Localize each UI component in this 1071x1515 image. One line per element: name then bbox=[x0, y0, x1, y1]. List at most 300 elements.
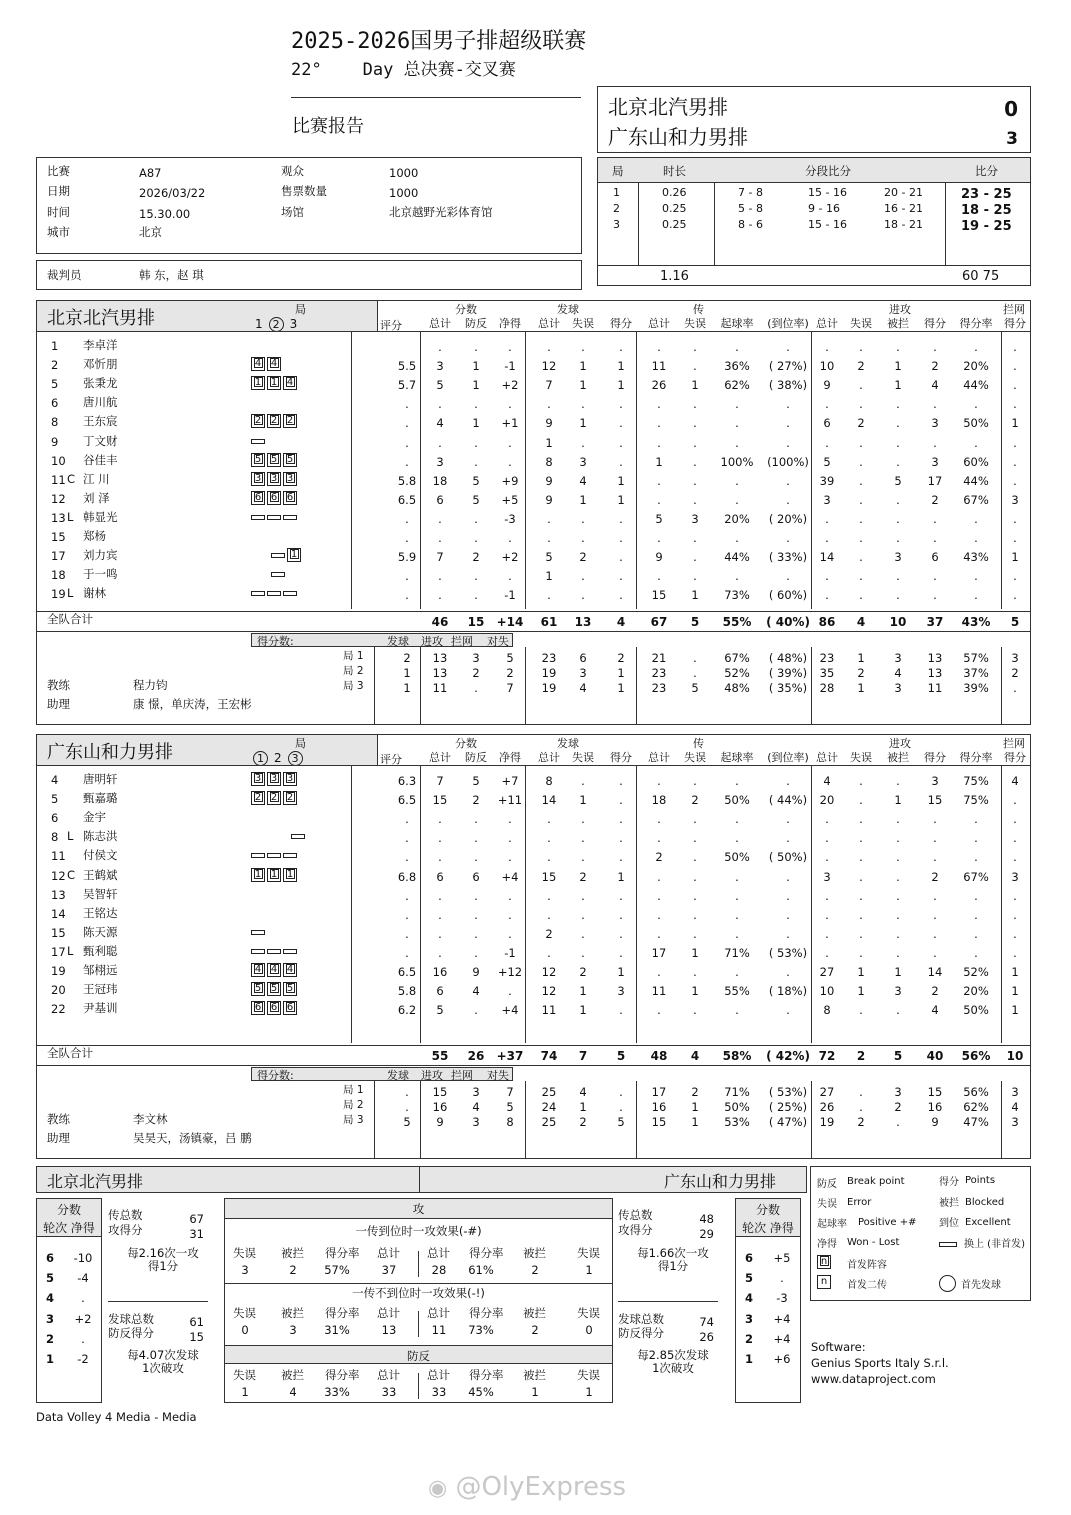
team-a-efficiency bbox=[108, 1205, 218, 1395]
stat-cell: . bbox=[786, 869, 790, 884]
stat-cell: . bbox=[825, 511, 829, 526]
stat-cell: . bbox=[825, 531, 829, 545]
stat-cell: 39 bbox=[819, 473, 835, 488]
hdr-srv: 发球 bbox=[557, 303, 579, 316]
mid-hdr: 被拦 bbox=[523, 1246, 546, 1260]
team-a-stats-table bbox=[36, 300, 1031, 725]
stat-cell: 4 bbox=[579, 473, 587, 488]
set-stat-cell: ( 53%) bbox=[768, 1085, 808, 1099]
stat-cell: 44% bbox=[963, 473, 989, 488]
subhdr-err: 失误 bbox=[850, 317, 872, 330]
a-sideout: 31 bbox=[189, 1227, 204, 1241]
match-value: A87 bbox=[139, 166, 162, 180]
subhdr-bp: 防反 bbox=[465, 317, 487, 330]
stat-cell: +11 bbox=[497, 793, 523, 808]
stat-cell: 1 bbox=[617, 473, 625, 488]
stat-cell: . bbox=[547, 850, 551, 865]
stat-cell: 14 bbox=[819, 550, 835, 565]
stat-cell: 8 bbox=[545, 774, 553, 788]
stat-cell: . bbox=[735, 397, 739, 412]
player-name: 李卓洋 bbox=[83, 338, 118, 352]
mid-hline bbox=[225, 1283, 612, 1284]
legend-sub-label: 换上 (非首发) bbox=[964, 1239, 1025, 1250]
stat-cell: 2 bbox=[579, 869, 587, 884]
set-stat-cell: . bbox=[619, 1100, 623, 1114]
mid-hdr: 得分率 bbox=[325, 1306, 360, 1320]
stat-cell: . bbox=[581, 831, 585, 846]
player-name: 邹栩远 bbox=[83, 963, 118, 977]
rot-subhdr: 轮次 净得 bbox=[742, 1221, 794, 1235]
stat-cell: . bbox=[474, 531, 478, 545]
total-cell: 67 bbox=[650, 615, 668, 629]
stat-cell: 11 bbox=[651, 984, 667, 999]
set-marks bbox=[253, 751, 307, 766]
stat-cell: . bbox=[896, 569, 900, 584]
stat-cell: 5 bbox=[472, 473, 480, 488]
stat-cell: 18 bbox=[651, 793, 667, 808]
stat-cell: . bbox=[657, 397, 661, 412]
stat-cell: . bbox=[405, 569, 409, 584]
stat-cell: 6.5 bbox=[397, 492, 417, 507]
set-mark: 1 bbox=[253, 751, 268, 766]
set-stat-cell: 11 bbox=[927, 681, 943, 695]
set-stat-cell: 9 bbox=[931, 1115, 939, 1129]
player-row bbox=[37, 433, 1030, 452]
stat-cell: 20 bbox=[819, 793, 835, 808]
stat-cell: +2 bbox=[501, 550, 519, 565]
set-stat-cell: 27 bbox=[819, 1085, 835, 1099]
b-rcv-total: 48 bbox=[699, 1212, 714, 1226]
stat-cell: . bbox=[1013, 588, 1017, 603]
set-stat-cell: . bbox=[859, 1085, 863, 1099]
mid-val: 33 bbox=[431, 1385, 447, 1399]
set-stat-cell: 1 bbox=[691, 1100, 699, 1114]
set-stat-cell: . bbox=[693, 666, 697, 680]
rotation-box-b bbox=[735, 1198, 801, 1403]
player-role: L bbox=[67, 586, 74, 601]
player-role: L bbox=[67, 943, 74, 958]
stat-cell: . bbox=[581, 850, 585, 865]
set-stat-cell: 1 bbox=[403, 666, 411, 680]
stat-cell: 3 bbox=[436, 454, 444, 469]
stat-cell: . bbox=[974, 531, 978, 545]
player-number: 18 bbox=[51, 568, 66, 583]
mid-hdr: 得分率 bbox=[469, 1246, 504, 1260]
mid-val: 3 bbox=[241, 1263, 249, 1277]
stat-cell: . bbox=[657, 907, 661, 922]
row-divider bbox=[37, 631, 1030, 632]
stat-cell: . bbox=[896, 435, 900, 450]
stat-cell: . bbox=[859, 850, 863, 865]
atk-title: 攻 bbox=[412, 1202, 425, 1216]
stat-cell: . bbox=[825, 907, 829, 922]
stat-cell: . bbox=[859, 888, 863, 903]
mid-hdr: 失误 bbox=[577, 1306, 600, 1320]
stat-cell: . bbox=[438, 945, 442, 960]
stat-cell: 16 bbox=[432, 965, 448, 979]
stat-cell: . bbox=[693, 888, 697, 903]
stat-cell: . bbox=[619, 569, 623, 584]
stat-cell: . bbox=[825, 926, 829, 941]
mid-val: 3 bbox=[289, 1323, 297, 1337]
stat-cell: 12 bbox=[541, 984, 557, 999]
b-sideout-note: 每1.66次一攻 bbox=[637, 1246, 709, 1260]
stat-cell: . bbox=[405, 454, 409, 469]
pts-hdr-atk2: 进攻 bbox=[421, 1069, 443, 1082]
stat-cell: . bbox=[1013, 907, 1017, 922]
legend-bp-en: Break point bbox=[847, 1176, 905, 1187]
score-team-b: 广东山和力男排 bbox=[608, 125, 748, 149]
set-stat-cell: . bbox=[619, 1085, 623, 1099]
set-stat-cell: 4 bbox=[1011, 1100, 1019, 1114]
subhdr-exc: (到位率) bbox=[767, 317, 809, 330]
set-stat-cell: 21 bbox=[651, 651, 667, 665]
stat-cell: . bbox=[438, 531, 442, 545]
stat-cell: . bbox=[933, 888, 937, 903]
stat-cell: . bbox=[693, 850, 697, 865]
stat-cell: . bbox=[508, 397, 512, 412]
rotation-net: +2 bbox=[74, 1311, 92, 1326]
stat-cell: . bbox=[693, 812, 697, 827]
set-dur: 0.25 bbox=[662, 202, 687, 215]
stat-cell: . bbox=[547, 945, 551, 960]
player-row bbox=[37, 413, 1030, 432]
player-number: 12 bbox=[51, 868, 66, 883]
stat-cell: . bbox=[693, 473, 697, 488]
set-mark: 2 bbox=[274, 751, 282, 765]
set-stat-cell: 56% bbox=[963, 1085, 989, 1099]
set-stat-cell: 7 bbox=[506, 681, 514, 695]
stat-cell: . bbox=[933, 340, 937, 354]
stat-cell: . bbox=[693, 569, 697, 584]
stat-cell: 3 bbox=[617, 984, 625, 999]
subhdr-tot: 总计 bbox=[429, 751, 451, 764]
stat-cell: 2 bbox=[579, 965, 587, 979]
player-row bbox=[37, 490, 1030, 509]
set-stat-cell: 16 bbox=[927, 1100, 943, 1114]
stat-cell: . bbox=[405, 416, 409, 431]
total-cell: 56% bbox=[961, 1049, 991, 1063]
stat-cell: . bbox=[859, 550, 863, 565]
stat-cell: . bbox=[859, 793, 863, 808]
col-divider bbox=[374, 1081, 375, 1159]
stat-cell: . bbox=[786, 965, 790, 979]
set-stat-cell: ( 25%) bbox=[768, 1100, 808, 1114]
stat-cell: . bbox=[405, 812, 409, 827]
stat-cell: 1 bbox=[617, 378, 625, 393]
stat-cell: . bbox=[896, 926, 900, 941]
set-stat-cell: ( 47%) bbox=[768, 1115, 808, 1129]
subhdr-blkpt: 得分 bbox=[1004, 751, 1026, 764]
stat-cell: 1 bbox=[691, 984, 699, 999]
subhdr-tot: 总计 bbox=[538, 751, 560, 764]
venue-value: 北京越野光彩体育馆 bbox=[389, 205, 493, 219]
stat-cell: . bbox=[735, 888, 739, 903]
legend-net-cn: 净得 bbox=[817, 1239, 837, 1250]
stat-cell: . bbox=[581, 907, 585, 922]
total-cell: 4 bbox=[616, 615, 626, 629]
stat-cell: . bbox=[786, 569, 790, 584]
set-stat-cell: 19 bbox=[541, 681, 557, 695]
stat-cell: . bbox=[693, 531, 697, 545]
total-cell: 13 bbox=[574, 615, 592, 629]
row-divider bbox=[37, 1045, 1030, 1046]
set-stat-cell: 1 bbox=[691, 1115, 699, 1129]
sets-divider bbox=[714, 183, 715, 265]
hdr-rating: 评分 bbox=[380, 319, 402, 332]
stat-cell: 3 bbox=[823, 869, 831, 884]
stat-cell: +5 bbox=[501, 492, 519, 507]
stat-cell: 36% bbox=[724, 359, 750, 374]
stat-cell: . bbox=[896, 588, 900, 603]
rotation-number: 2 bbox=[46, 1331, 55, 1346]
stat-cell: 2 bbox=[931, 359, 939, 374]
stat-cell: 62% bbox=[724, 378, 750, 393]
stat-cell: . bbox=[657, 569, 661, 584]
stat-cell: 20% bbox=[963, 359, 989, 374]
stat-cell: . bbox=[405, 397, 409, 412]
stat-cell: . bbox=[474, 907, 478, 922]
stat-cell: . bbox=[1013, 397, 1017, 412]
mid-hdr: 被拦 bbox=[281, 1306, 304, 1320]
set-stat-cell: 3 bbox=[894, 681, 902, 695]
stat-cell: . bbox=[896, 454, 900, 469]
player-number: 20 bbox=[51, 983, 66, 998]
stat-cell: 1 bbox=[617, 965, 625, 979]
stat-cell: 3 bbox=[1011, 492, 1019, 507]
player-rotation: 1 1 4 bbox=[251, 376, 299, 390]
stat-cell: . bbox=[474, 1003, 478, 1018]
player-rotation bbox=[251, 510, 299, 524]
total-cell: 4 bbox=[856, 615, 866, 629]
set-stat-cell: . bbox=[693, 651, 697, 665]
stat-cell: . bbox=[693, 359, 697, 374]
stat-cell: 1 bbox=[579, 793, 587, 808]
team-b-stats-table bbox=[36, 734, 1031, 1159]
stat-cell: . bbox=[508, 531, 512, 545]
referee-box bbox=[36, 260, 582, 290]
legend-exc-en: Excellent bbox=[965, 1217, 1011, 1228]
stat-cell: 3 bbox=[931, 454, 939, 469]
subhdr-pct: 得分率 bbox=[959, 751, 993, 764]
software-url[interactable]: www.dataproject.com bbox=[811, 1372, 936, 1386]
stat-cell: . bbox=[474, 812, 478, 827]
stat-cell: 5 bbox=[436, 1003, 444, 1018]
set-score: 23 - 25 bbox=[961, 187, 1012, 202]
stat-cell: . bbox=[974, 888, 978, 903]
player-name: 吴智轩 bbox=[83, 886, 118, 901]
bottom-team-bar bbox=[36, 1166, 807, 1193]
player-name: 金宇 bbox=[83, 810, 106, 825]
stat-cell: 1 bbox=[894, 378, 902, 393]
player-number: 19 bbox=[51, 587, 66, 602]
set-stat-cell: 28 bbox=[819, 681, 835, 695]
coach-name: 李文林 bbox=[133, 1112, 168, 1126]
report-label: 比赛报告 bbox=[292, 116, 364, 137]
mid-hdr: 失误 bbox=[233, 1246, 256, 1260]
player-number: 2 bbox=[51, 358, 59, 373]
set-stat-cell: . bbox=[859, 1100, 863, 1114]
set-stat-cell: 13 bbox=[927, 666, 943, 680]
set-p2: 15 - 16 bbox=[808, 218, 847, 231]
stat-cell: . bbox=[619, 850, 623, 865]
stat-cell: 2 bbox=[857, 416, 865, 431]
mid-val: 45% bbox=[468, 1385, 494, 1399]
total-cell: 10 bbox=[1006, 1049, 1024, 1063]
stat-cell: . bbox=[1013, 511, 1017, 526]
mid-hdr: 总计 bbox=[377, 1246, 400, 1260]
col-divider bbox=[374, 647, 375, 725]
stat-cell: . bbox=[1013, 359, 1017, 374]
stat-cell: . bbox=[474, 569, 478, 584]
set-stat-cell: . bbox=[474, 681, 478, 695]
stat-cell: . bbox=[438, 397, 442, 412]
stat-cell: . bbox=[581, 340, 585, 354]
player-row bbox=[37, 828, 1030, 847]
stat-cell: . bbox=[1013, 473, 1017, 488]
set-stat-cell: 2 bbox=[857, 1115, 865, 1129]
stat-cell: 1 bbox=[545, 569, 553, 584]
player-row bbox=[37, 509, 1030, 528]
coach-name: 程力钧 bbox=[133, 678, 168, 692]
stat-cell: 3 bbox=[894, 984, 902, 999]
rot-title: 分数 bbox=[56, 1203, 81, 1217]
mid-val: 31% bbox=[324, 1323, 350, 1337]
mid-val: 0 bbox=[241, 1323, 249, 1337]
player-name: 王东宸 bbox=[83, 414, 118, 429]
set-n: 2 bbox=[613, 202, 620, 215]
player-number: 22 bbox=[51, 1002, 66, 1017]
set-stat-cell: 2 bbox=[1011, 666, 1019, 680]
stat-cell: 14 bbox=[927, 965, 943, 979]
stat-cell: . bbox=[786, 888, 790, 903]
stat-cell: . bbox=[1013, 926, 1017, 941]
mid-val: 1 bbox=[241, 1385, 249, 1399]
set-stat-cell: 13 bbox=[432, 651, 448, 665]
stat-cell: 52% bbox=[963, 965, 989, 979]
coach-label: 教练 bbox=[47, 1112, 70, 1126]
set-stat-cell: 39% bbox=[963, 681, 989, 695]
player-name: 韩显光 bbox=[83, 509, 118, 524]
subhdr-bp: 防反 bbox=[465, 751, 487, 764]
stat-cell: 3 bbox=[931, 774, 939, 788]
stat-cell: 4 bbox=[472, 984, 480, 999]
stat-cell: 50% bbox=[963, 1003, 989, 1018]
stat-cell: 55% bbox=[724, 984, 750, 999]
set-stat-cell: 16 bbox=[432, 1100, 448, 1114]
stat-cell: . bbox=[896, 416, 900, 431]
stat-cell: . bbox=[693, 454, 697, 469]
stat-cell: 5 bbox=[472, 774, 480, 788]
stat-cell: . bbox=[974, 511, 978, 526]
col-divider bbox=[377, 301, 378, 331]
player-row bbox=[37, 924, 1030, 943]
set-stat-cell: 57% bbox=[963, 651, 989, 665]
subhdr-net: 净得 bbox=[499, 751, 521, 764]
assistant-label: 助理 bbox=[47, 1131, 70, 1145]
stat-cell: 9 bbox=[545, 473, 553, 488]
player-number: 4 bbox=[51, 773, 59, 787]
player-name: 郑杨 bbox=[83, 529, 106, 543]
set-stat-cell: 3 bbox=[579, 666, 587, 680]
stat-cell: 2 bbox=[655, 850, 663, 865]
player-name: 陈志洪 bbox=[83, 829, 118, 844]
stat-cell: 43% bbox=[963, 550, 989, 565]
stat-cell: . bbox=[405, 511, 409, 526]
stat-cell: . bbox=[547, 907, 551, 922]
stat-cell: . bbox=[896, 907, 900, 922]
player-name: 于一鸣 bbox=[83, 567, 118, 582]
stat-cell: . bbox=[735, 473, 739, 488]
subhdr-tot: 总计 bbox=[538, 317, 560, 330]
set-stat-cell: 4 bbox=[579, 1085, 587, 1099]
player-name: 张秉龙 bbox=[83, 376, 118, 391]
total-cell: 15 bbox=[467, 615, 485, 629]
stat-cell: 4 bbox=[931, 378, 939, 393]
set-stat-cell: 23 bbox=[541, 651, 557, 665]
match-label: 比赛 bbox=[47, 164, 70, 178]
total-cell: 40 bbox=[926, 1049, 944, 1063]
stat-cell: 1 bbox=[691, 945, 699, 960]
stat-cell: . bbox=[619, 435, 623, 450]
legend-pos-en: Positive +# bbox=[858, 1217, 917, 1228]
mid-val: 57% bbox=[324, 1263, 350, 1277]
stat-cell: 9 bbox=[545, 492, 553, 507]
stat-cell: . bbox=[859, 531, 863, 545]
total-cell: 72 bbox=[818, 1049, 836, 1063]
stat-cell: ( 33%) bbox=[768, 550, 808, 565]
player-row bbox=[37, 943, 1030, 962]
stat-cell: 3 bbox=[894, 550, 902, 565]
stat-cell: 6.5 bbox=[397, 965, 417, 979]
set-stat-cell: 1 bbox=[857, 651, 865, 665]
stat-cell: . bbox=[619, 907, 623, 922]
a-sideout-label: 攻得分 bbox=[108, 1223, 143, 1237]
tickets-value: 1000 bbox=[389, 186, 419, 200]
legend-pos-cn: 起球率 bbox=[817, 1219, 847, 1230]
stat-cell: 75% bbox=[963, 793, 989, 808]
mid-val: 1 bbox=[585, 1385, 593, 1399]
city-label: 城市 bbox=[47, 225, 70, 239]
set-stat-cell: 5 bbox=[617, 1115, 625, 1129]
set-stat-cell: 2 bbox=[894, 1100, 902, 1114]
subhdr-err: 失误 bbox=[572, 317, 594, 330]
stat-cell: . bbox=[619, 1003, 623, 1018]
subhdr-err: 失误 bbox=[572, 751, 594, 764]
a-srv-total-label: 发球总数 bbox=[108, 1312, 154, 1326]
a-rcv-total-label: 传总数 bbox=[108, 1208, 143, 1222]
atk-sub1: 一传到位时一攻效果(-#) bbox=[355, 1224, 482, 1238]
bottom-team-a: 北京北汽男排 bbox=[47, 1172, 144, 1191]
stat-cell: . bbox=[859, 569, 863, 584]
b-eff-divider bbox=[618, 1301, 718, 1302]
stat-cell: . bbox=[1013, 945, 1017, 960]
stat-cell: 2 bbox=[931, 492, 939, 507]
pts-hdr-blk2: 拦网 bbox=[451, 635, 473, 648]
stat-cell: . bbox=[438, 569, 442, 584]
stat-cell: . bbox=[786, 416, 790, 431]
player-name: 刘力宾 bbox=[83, 548, 118, 563]
stat-cell: . bbox=[581, 397, 585, 412]
player-role: C bbox=[67, 471, 76, 486]
set-stat-cell: 2 bbox=[857, 666, 865, 680]
set-stat-cell: 37% bbox=[963, 666, 989, 680]
mid-val: 1 bbox=[585, 1263, 593, 1277]
rotation-number: 5 bbox=[745, 1271, 754, 1286]
player-rotation: 4 4 bbox=[251, 357, 283, 371]
mid-hdr: 总计 bbox=[377, 1306, 400, 1320]
match-info-box bbox=[36, 157, 582, 254]
